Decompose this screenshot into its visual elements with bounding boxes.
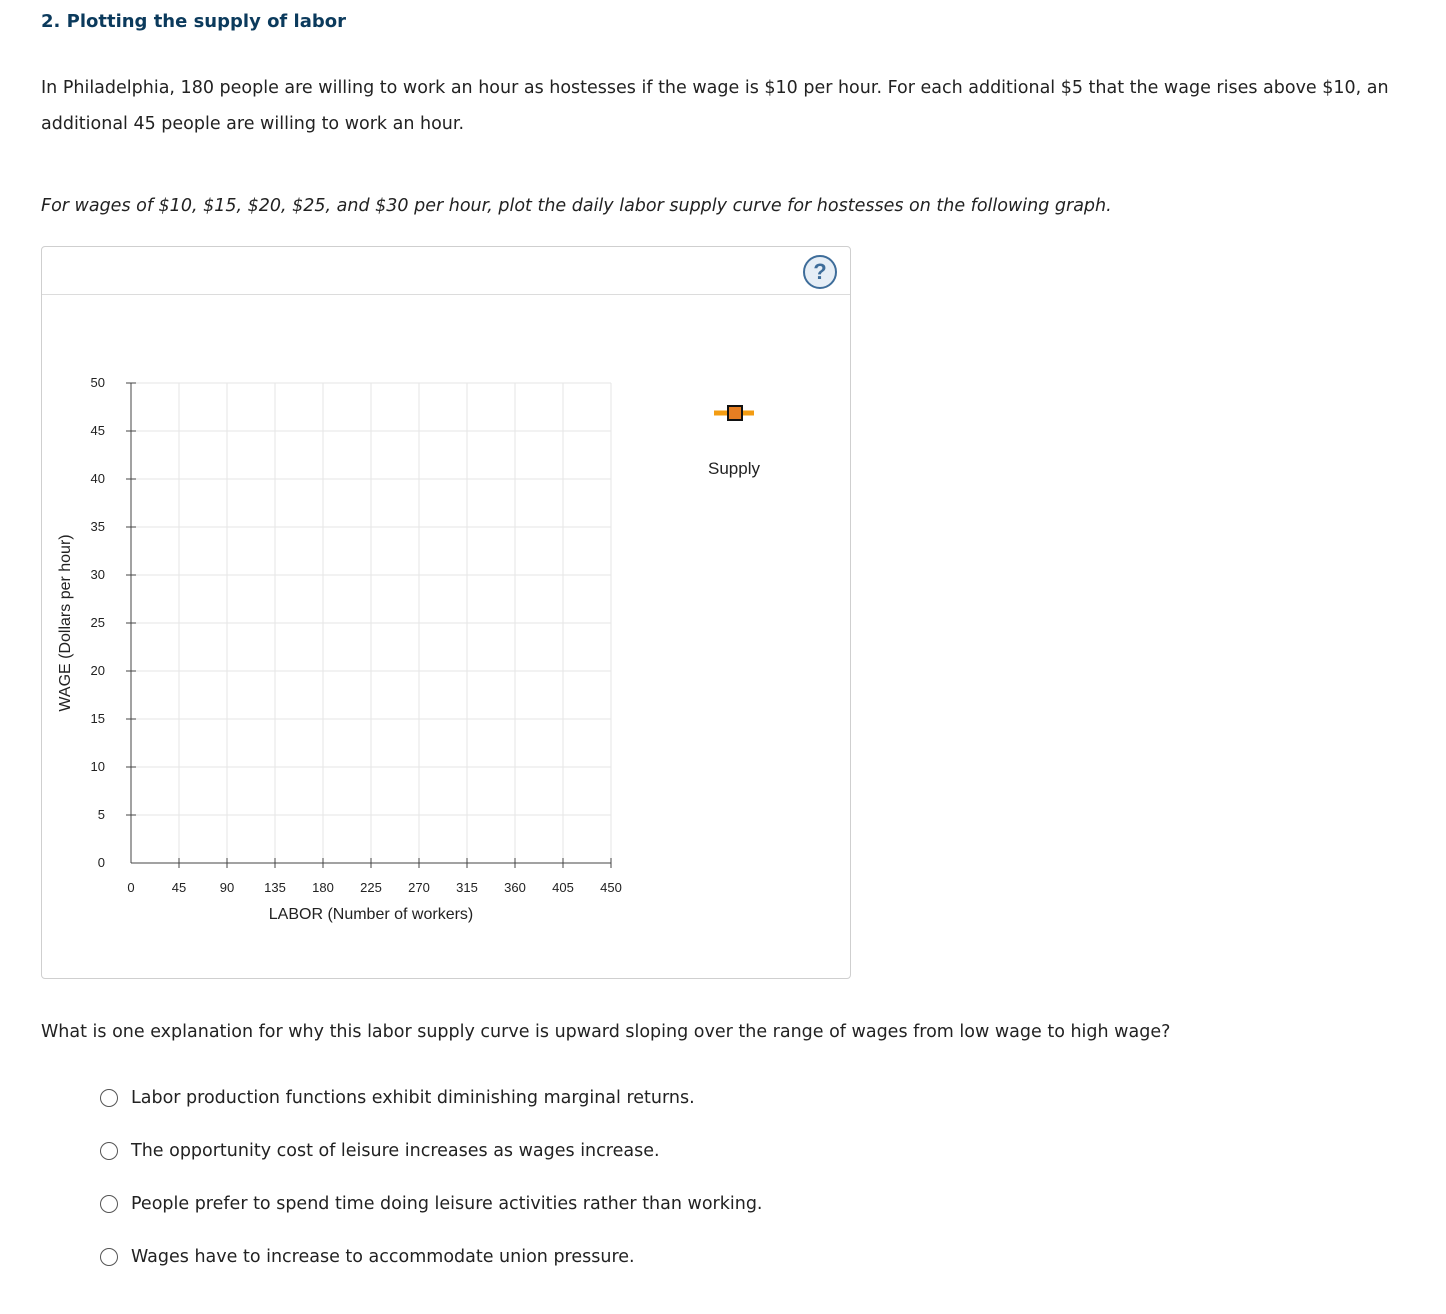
x-tick-label: 225 (360, 880, 382, 895)
y-tick-label: 20 (90, 663, 105, 678)
x-tick-label: 135 (264, 880, 286, 895)
y-tick-label: 10 (90, 759, 105, 774)
instruction-text: For wages of $10, $15, $20, $25, and $30 per hour, plot the daily labor supply curve for hostesses on the following graph. (41, 196, 1112, 216)
x-tick-label: 180 (312, 880, 334, 895)
x-tick-label: 45 (171, 880, 187, 895)
option-label: People prefer to spend time doing leisure activities rather than working. (131, 1194, 763, 1214)
option-label: Labor production functions exhibit diminishing marginal returns. (131, 1088, 695, 1108)
radio-button[interactable] (100, 1089, 118, 1107)
y-tick-label: 35 (90, 519, 105, 534)
answer-option-3[interactable] (100, 1194, 763, 1214)
x-axis-title: LABOR (Number of workers) (268, 906, 474, 923)
radio-button[interactable] (100, 1195, 118, 1213)
graph-panel (41, 246, 851, 979)
y-tick-label: 50 (90, 375, 105, 390)
y-tick-label: 45 (90, 423, 105, 438)
y-tick-label: 30 (90, 567, 105, 582)
answer-option-1[interactable] (100, 1088, 695, 1108)
x-tick-label: 0 (127, 880, 135, 895)
radio-button[interactable] (100, 1142, 118, 1160)
option-label: The opportunity cost of leisure increases as wages increase. (131, 1141, 660, 1161)
help-icon[interactable]: ? (803, 255, 837, 289)
radio-button[interactable] (100, 1248, 118, 1266)
x-tick-label: 90 (219, 880, 235, 895)
problem-text: In Philadelphia, 180 people are willing to work an hour as hostesses if the wage is $10 per hour. For each additional $5 that the wage rises above $10, an additional 45 people are willing to work an hour. (41, 78, 1389, 134)
labor-supply-graph[interactable] (42, 247, 850, 978)
option-label: Wages have to increase to accommodate union pressure. (131, 1247, 635, 1267)
y-tick-label: 25 (90, 615, 105, 630)
answer-option-4[interactable] (100, 1247, 635, 1267)
x-tick-label: 450 (600, 880, 622, 895)
x-tick-label: 270 (408, 880, 430, 895)
question-text: What is one explanation for why this labor supply curve is upward sloping over the range of wages from low wage to high wage? (41, 1022, 1171, 1042)
y-tick-label: 15 (90, 711, 105, 726)
x-tick-label: 405 (552, 880, 574, 895)
supply-legend-marker[interactable] (728, 406, 742, 420)
y-axis-title: WAGE (Dollars per hour) (57, 534, 74, 712)
page-title: 2. Plotting the supply of labor (41, 11, 346, 32)
y-tick-label: 0 (97, 855, 105, 870)
answer-option-2[interactable] (100, 1141, 660, 1161)
y-tick-label: 5 (97, 807, 105, 822)
x-tick-label: 360 (504, 880, 526, 895)
x-tick-label: 315 (456, 880, 478, 895)
y-tick-label: 40 (90, 471, 105, 486)
supply-legend-label: Supply (708, 459, 760, 478)
